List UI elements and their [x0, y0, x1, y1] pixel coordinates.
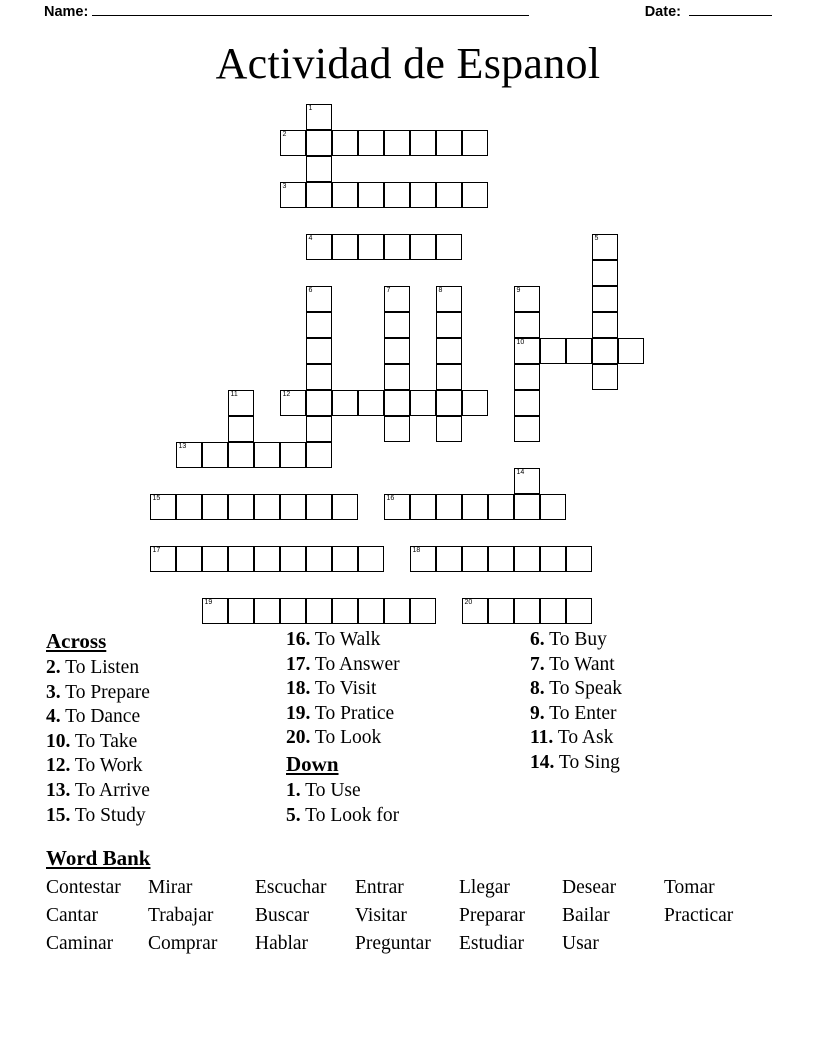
word-bank [46, 874, 776, 958]
grid-cell[interactable] [358, 130, 384, 156]
clue-text: To Prepare [60, 681, 150, 703]
grid-cell-start-4[interactable] [306, 234, 332, 260]
name-write-line[interactable] [92, 2, 529, 16]
grid-cell[interactable] [514, 598, 540, 624]
grid-cell[interactable] [306, 598, 332, 624]
grid-cell[interactable] [384, 338, 410, 364]
clue-text: To Buy [544, 629, 607, 650]
grid-cell[interactable] [332, 390, 358, 416]
clue-down-5 [286, 804, 526, 829]
clue-number: 4. [46, 706, 61, 728]
word-bank-row [46, 874, 776, 902]
grid-cell-number: 9 [516, 287, 521, 294]
grid-cell[interactable] [306, 546, 332, 572]
grid-cell-number: 6 [308, 287, 313, 294]
clue-number: 5. [286, 804, 301, 826]
grid-cell[interactable] [540, 546, 566, 572]
grid-cell[interactable] [514, 546, 540, 572]
grid-cell[interactable] [384, 182, 410, 208]
grid-cell[interactable] [436, 416, 462, 442]
grid-cell-number: 10 [516, 339, 525, 346]
grid-cell[interactable] [228, 442, 254, 468]
clue-number: 6. [530, 629, 545, 650]
clue-down-11 [530, 726, 780, 751]
clue-text: To Listen [60, 657, 140, 678]
clue-number: 19. [286, 702, 311, 724]
clue-down-6 [530, 628, 780, 653]
grid-cell[interactable] [462, 182, 488, 208]
word-bank-word: Llegar [459, 877, 510, 898]
clue-across-15 [46, 804, 276, 829]
grid-cell-start-17[interactable] [150, 546, 176, 572]
grid-cell[interactable] [358, 546, 384, 572]
clue-number: 14. [530, 751, 555, 773]
grid-cell[interactable] [306, 364, 332, 390]
word-bank-word: Preguntar [355, 933, 431, 954]
word-bank-heading: Word Bank [46, 846, 151, 870]
grid-cell[interactable] [436, 234, 462, 260]
grid-cell-start-14[interactable] [514, 468, 540, 494]
grid-cell[interactable] [436, 546, 462, 572]
word-bank-word: Escuchar [255, 877, 327, 898]
grid-cell[interactable] [176, 546, 202, 572]
clue-down-9 [530, 702, 780, 727]
date-group [645, 2, 772, 20]
grid-cell[interactable] [436, 338, 462, 364]
date-label: Date: [644, 4, 681, 20]
grid-cell[interactable] [436, 130, 462, 156]
grid-cell-number: 18 [412, 547, 421, 554]
grid-cell[interactable] [228, 494, 254, 520]
grid-cell[interactable] [514, 416, 540, 442]
word-bank-word: Desear [562, 877, 617, 898]
grid-cell[interactable] [592, 260, 618, 286]
grid-cell[interactable] [202, 494, 228, 520]
grid-cell-start-8[interactable] [436, 286, 462, 312]
grid-cell[interactable] [436, 494, 462, 520]
grid-cell[interactable] [384, 312, 410, 338]
clue-number: 8. [530, 678, 545, 700]
grid-cell[interactable] [540, 338, 566, 364]
clue-down-14 [530, 751, 780, 776]
grid-cell[interactable] [410, 182, 436, 208]
clue-across-16 [286, 628, 526, 653]
grid-cell[interactable] [540, 494, 566, 520]
grid-cell-number: 14 [516, 469, 525, 476]
clue-text: To Pratice [310, 702, 395, 724]
clue-text: To Study [70, 804, 146, 826]
grid-cell[interactable] [462, 130, 488, 156]
clue-number: 10. [46, 730, 71, 752]
clue-across-4 [46, 705, 276, 730]
grid-cell[interactable] [358, 182, 384, 208]
clue-across-20 [286, 726, 526, 751]
grid-cell-start-6[interactable] [306, 286, 332, 312]
word-bank-word: Contestar [46, 877, 121, 898]
crossword-grid[interactable] [0, 104, 816, 624]
grid-cell[interactable] [436, 312, 462, 338]
grid-cell[interactable] [332, 130, 358, 156]
clue-number: 2. [46, 657, 61, 678]
word-bank-word: Buscar [255, 905, 310, 926]
clues-column-3 [530, 628, 780, 776]
grid-cell[interactable] [306, 416, 332, 442]
clue-text: To Dance [60, 706, 141, 728]
grid-cell[interactable] [488, 598, 514, 624]
clue-text: To Use [300, 779, 361, 801]
word-bank-word: Tomar [664, 877, 715, 898]
grid-cell[interactable] [514, 364, 540, 390]
grid-cell[interactable] [254, 598, 280, 624]
grid-cell[interactable] [462, 494, 488, 520]
grid-cell[interactable] [592, 364, 618, 390]
grid-cell[interactable] [280, 546, 306, 572]
grid-cell[interactable] [514, 494, 540, 520]
grid-cell[interactable] [384, 234, 410, 260]
clue-text: To Visit [310, 678, 377, 700]
clue-number: 11. [530, 727, 554, 749]
grid-cell-start-7[interactable] [384, 286, 410, 312]
clue-text: To Look for [300, 804, 400, 826]
grid-cell[interactable] [280, 442, 306, 468]
grid-cell-start-12[interactable] [280, 390, 306, 416]
grid-cell[interactable] [228, 546, 254, 572]
grid-cell-number: 15 [152, 495, 161, 502]
clue-across-17 [286, 653, 526, 678]
clue-down-7 [530, 653, 780, 678]
grid-cell[interactable] [488, 494, 514, 520]
grid-cell[interactable] [202, 546, 228, 572]
grid-cell[interactable] [358, 598, 384, 624]
clue-number: 18. [286, 678, 311, 700]
clue-across-18 [286, 677, 526, 702]
grid-cell[interactable] [488, 546, 514, 572]
clues-column-2 [286, 628, 526, 828]
grid-cell-number: 12 [282, 391, 291, 398]
grid-cell[interactable] [384, 416, 410, 442]
date-write-line[interactable] [689, 2, 772, 16]
grid-cell[interactable] [410, 234, 436, 260]
grid-cell[interactable] [306, 494, 332, 520]
grid-cell[interactable] [514, 390, 540, 416]
grid-cell-start-18[interactable] [410, 546, 436, 572]
clue-text: To Look [310, 727, 382, 749]
grid-cell-number: 1 [308, 105, 313, 112]
grid-cell[interactable] [202, 442, 228, 468]
clue-text: To Ask [553, 727, 614, 749]
down-heading: Down [286, 751, 339, 776]
grid-cell[interactable] [280, 598, 306, 624]
grid-cell[interactable] [358, 234, 384, 260]
clue-number: 13. [46, 779, 71, 801]
grid-cell[interactable] [436, 182, 462, 208]
grid-cell-number: 19 [204, 599, 213, 606]
grid-cell-start-1[interactable] [306, 104, 332, 130]
clue-number: 17. [286, 653, 311, 675]
grid-cell-start-5[interactable] [592, 234, 618, 260]
grid-cell-number: 7 [386, 287, 391, 294]
word-bank-word: Visitar [355, 905, 407, 926]
clue-number: 3. [46, 681, 61, 703]
grid-cell[interactable] [410, 598, 436, 624]
clue-across-3 [46, 681, 276, 706]
grid-cell[interactable] [514, 312, 540, 338]
grid-cell[interactable] [228, 416, 254, 442]
grid-cell-number: 5 [594, 235, 599, 242]
grid-cell[interactable] [384, 390, 410, 416]
word-bank-word: Preparar [459, 905, 526, 926]
clue-number: 16. [286, 629, 311, 650]
grid-cell[interactable] [618, 338, 644, 364]
clue-text: To Answer [310, 653, 400, 675]
clue-text: To Want [544, 653, 615, 675]
grid-cell-start-19[interactable] [202, 598, 228, 624]
clue-down-8 [530, 677, 780, 702]
word-bank-empty [664, 930, 768, 958]
grid-cell[interactable] [332, 182, 358, 208]
clue-number: 12. [46, 755, 71, 777]
grid-cell[interactable] [592, 286, 618, 312]
grid-cell[interactable] [332, 598, 358, 624]
grid-cell[interactable] [332, 234, 358, 260]
grid-cell[interactable] [566, 546, 592, 572]
grid-cell[interactable] [306, 312, 332, 338]
word-bank-word: Bailar [562, 905, 610, 926]
grid-cell[interactable] [306, 182, 332, 208]
clue-text: To Take [70, 730, 138, 752]
clue-number: 9. [530, 702, 545, 724]
grid-cell[interactable] [332, 546, 358, 572]
word-bank-word: Hablar [255, 933, 309, 954]
grid-cell[interactable] [254, 546, 280, 572]
clue-number: 20. [286, 727, 311, 749]
grid-cell-start-3[interactable] [280, 182, 306, 208]
clue-across-2 [46, 656, 276, 681]
grid-cell-number: 2 [282, 131, 287, 138]
grid-cell-number: 13 [178, 443, 187, 450]
grid-cell[interactable] [176, 494, 202, 520]
clue-across-10 [46, 730, 276, 755]
clue-text: To Enter [544, 702, 617, 724]
grid-cell[interactable] [384, 364, 410, 390]
clue-number: 7. [530, 653, 545, 675]
clue-down-1 [286, 779, 526, 804]
grid-cell-start-15[interactable] [150, 494, 176, 520]
grid-cell-number: 16 [386, 495, 395, 502]
grid-cell[interactable] [592, 312, 618, 338]
word-bank-word: Practicar [664, 905, 734, 926]
clue-number: 1. [286, 779, 301, 801]
word-bank-word: Caminar [46, 933, 114, 954]
word-bank-word: Mirar [148, 877, 193, 898]
grid-cell-start-10[interactable] [514, 338, 540, 364]
grid-cell[interactable] [410, 130, 436, 156]
grid-cell[interactable] [566, 598, 592, 624]
grid-cell-start-11[interactable] [228, 390, 254, 416]
clue-text: To Arrive [70, 779, 150, 801]
name-date-line [44, 2, 772, 20]
clues-column-1 [46, 628, 276, 828]
word-bank-word: Comprar [148, 933, 218, 954]
grid-cell[interactable] [306, 338, 332, 364]
grid-cell[interactable] [436, 364, 462, 390]
grid-cell-number: 17 [152, 547, 161, 554]
clue-across-12 [46, 754, 276, 779]
clue-text: To Work [70, 755, 143, 777]
grid-cell[interactable] [358, 390, 384, 416]
grid-cell[interactable] [280, 494, 306, 520]
grid-cell[interactable] [462, 390, 488, 416]
grid-cell-number: 3 [282, 183, 287, 190]
grid-cell[interactable] [410, 494, 436, 520]
name-label: Name: [44, 4, 89, 20]
grid-cell-start-2[interactable] [280, 130, 306, 156]
clue-text: To Sing [554, 751, 620, 773]
grid-cell[interactable] [228, 598, 254, 624]
clue-across-19 [286, 702, 526, 727]
grid-cell[interactable] [384, 598, 410, 624]
grid-cell[interactable] [566, 338, 592, 364]
word-bank-word: Trabajar [148, 905, 214, 926]
grid-cell-number: 4 [308, 235, 313, 242]
grid-cell[interactable] [306, 442, 332, 468]
word-bank-row [46, 930, 776, 958]
word-bank-word: Usar [562, 933, 599, 954]
clue-number: 15. [46, 804, 71, 826]
grid-cell[interactable] [384, 130, 410, 156]
clue-across-13 [46, 779, 276, 804]
grid-cell-number: 20 [464, 599, 473, 606]
across-heading: Across [46, 629, 107, 653]
word-bank-word: Estudiar [459, 933, 524, 954]
clue-text: To Speak [544, 678, 622, 700]
grid-cell[interactable] [254, 442, 280, 468]
grid-cell[interactable] [306, 130, 332, 156]
grid-cell[interactable] [306, 156, 332, 182]
grid-cell[interactable] [540, 598, 566, 624]
grid-cell[interactable] [410, 390, 436, 416]
grid-cell[interactable] [306, 390, 332, 416]
grid-cell[interactable] [332, 494, 358, 520]
grid-cell-number: 11 [230, 391, 238, 398]
grid-cell-start-13[interactable] [176, 442, 202, 468]
grid-cell[interactable] [462, 546, 488, 572]
word-bank-row [46, 902, 776, 930]
page-title: Actividad de Espanol [215, 39, 601, 88]
grid-cell-number: 8 [438, 287, 443, 294]
grid-cell[interactable] [254, 494, 280, 520]
grid-cell-start-16[interactable] [384, 494, 410, 520]
grid-cell[interactable] [436, 390, 462, 416]
clues-section [0, 628, 816, 848]
word-bank-word: Entrar [355, 877, 404, 898]
word-bank-word: Cantar [46, 905, 98, 926]
grid-cell-start-9[interactable] [514, 286, 540, 312]
clue-text: To Walk [310, 629, 381, 650]
grid-cell-start-20[interactable] [462, 598, 488, 624]
grid-cell[interactable] [592, 338, 618, 364]
